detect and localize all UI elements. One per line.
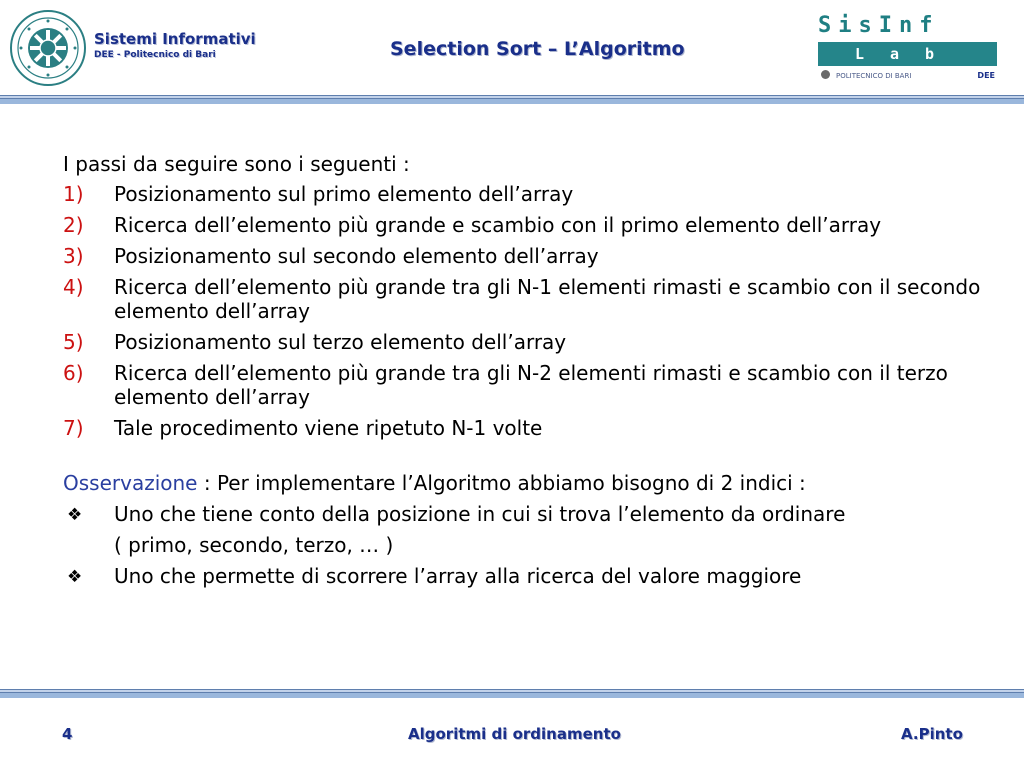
step-item <box>63 182 983 206</box>
step-number: 6) <box>63 361 84 385</box>
bullet-continuation: ( primo, secondo, terzo, … ) <box>114 533 394 557</box>
diamond-bullet-icon: ❖ <box>67 505 83 525</box>
step-item <box>63 213 983 237</box>
step-item <box>63 244 983 268</box>
step-number: 1) <box>63 182 84 206</box>
step-text: Ricerca dell’elemento più grande tra gli N-2 elementi rimasti e scambio con il terzo elemento dell’array <box>114 361 948 409</box>
politecnico-seal-logo <box>10 10 86 86</box>
footer-author: A.Pinto <box>901 725 963 743</box>
step-number: 2) <box>63 213 84 237</box>
page-number: 4 <box>62 725 73 743</box>
step-item <box>63 275 983 323</box>
step-item <box>63 416 983 440</box>
footer-title: Algoritmi di ordinamento <box>408 725 621 743</box>
sisinf-logo-text: SisInf <box>818 13 940 38</box>
spacer <box>63 447 983 471</box>
step-item <box>63 361 983 409</box>
step-text: Ricerca dell’elemento più grande e scambio con il primo elemento dell’array <box>114 213 882 237</box>
bullet-text: Uno che tiene conto della posizione in cui si trova l’elemento da ordinare <box>114 502 846 526</box>
step-text: Tale procedimento viene ripetuto N-1 volte <box>114 416 543 440</box>
step-text: Ricerca dell’elemento più grande tra gli N-1 elementi rimasti e scambio con il secondo elemento dell’array <box>114 275 981 323</box>
step-text: Posizionamento sul terzo elemento dell’array <box>114 330 567 354</box>
gear-icon <box>821 70 830 79</box>
step-number: 5) <box>63 330 84 354</box>
politecnico-label: POLITECNICO DI BARI <box>836 72 912 80</box>
observation-label: Osservazione <box>63 471 198 495</box>
step-text: Posizionamento sul secondo elemento dell’array <box>114 244 599 268</box>
diamond-bullet-icon: ❖ <box>67 567 83 587</box>
header-divider <box>0 95 1024 104</box>
observation-text: : Per implementare l’Algoritmo abbiamo bisogno di 2 indici : <box>197 471 806 495</box>
brand-subtitle: DEE - Politecnico di Bari <box>94 50 216 60</box>
step-number: 7) <box>63 416 84 440</box>
lab-logo-footer <box>821 70 997 82</box>
dee-label: DEE <box>977 71 995 80</box>
footer-divider <box>0 689 1024 698</box>
bullet-text: Uno che permette di scorrere l’array alla ricerca del valore maggiore <box>114 564 802 588</box>
bullet-item <box>63 502 983 526</box>
lab-logo-bar: Lab <box>818 42 997 66</box>
intro-text: I passi da seguire sono i seguenti : <box>63 152 410 176</box>
step-text: Posizionamento sul primo elemento dell’array <box>114 182 574 206</box>
observation-line <box>63 471 983 495</box>
step-number: 3) <box>63 244 84 268</box>
slide-title: Selection Sort – L’Algoritmo <box>390 38 685 60</box>
step-number: 4) <box>63 275 84 299</box>
slide-body <box>63 152 983 595</box>
step-item <box>63 330 983 354</box>
bullet-item <box>63 564 983 588</box>
brand-title: Sistemi Informativi <box>94 30 256 48</box>
